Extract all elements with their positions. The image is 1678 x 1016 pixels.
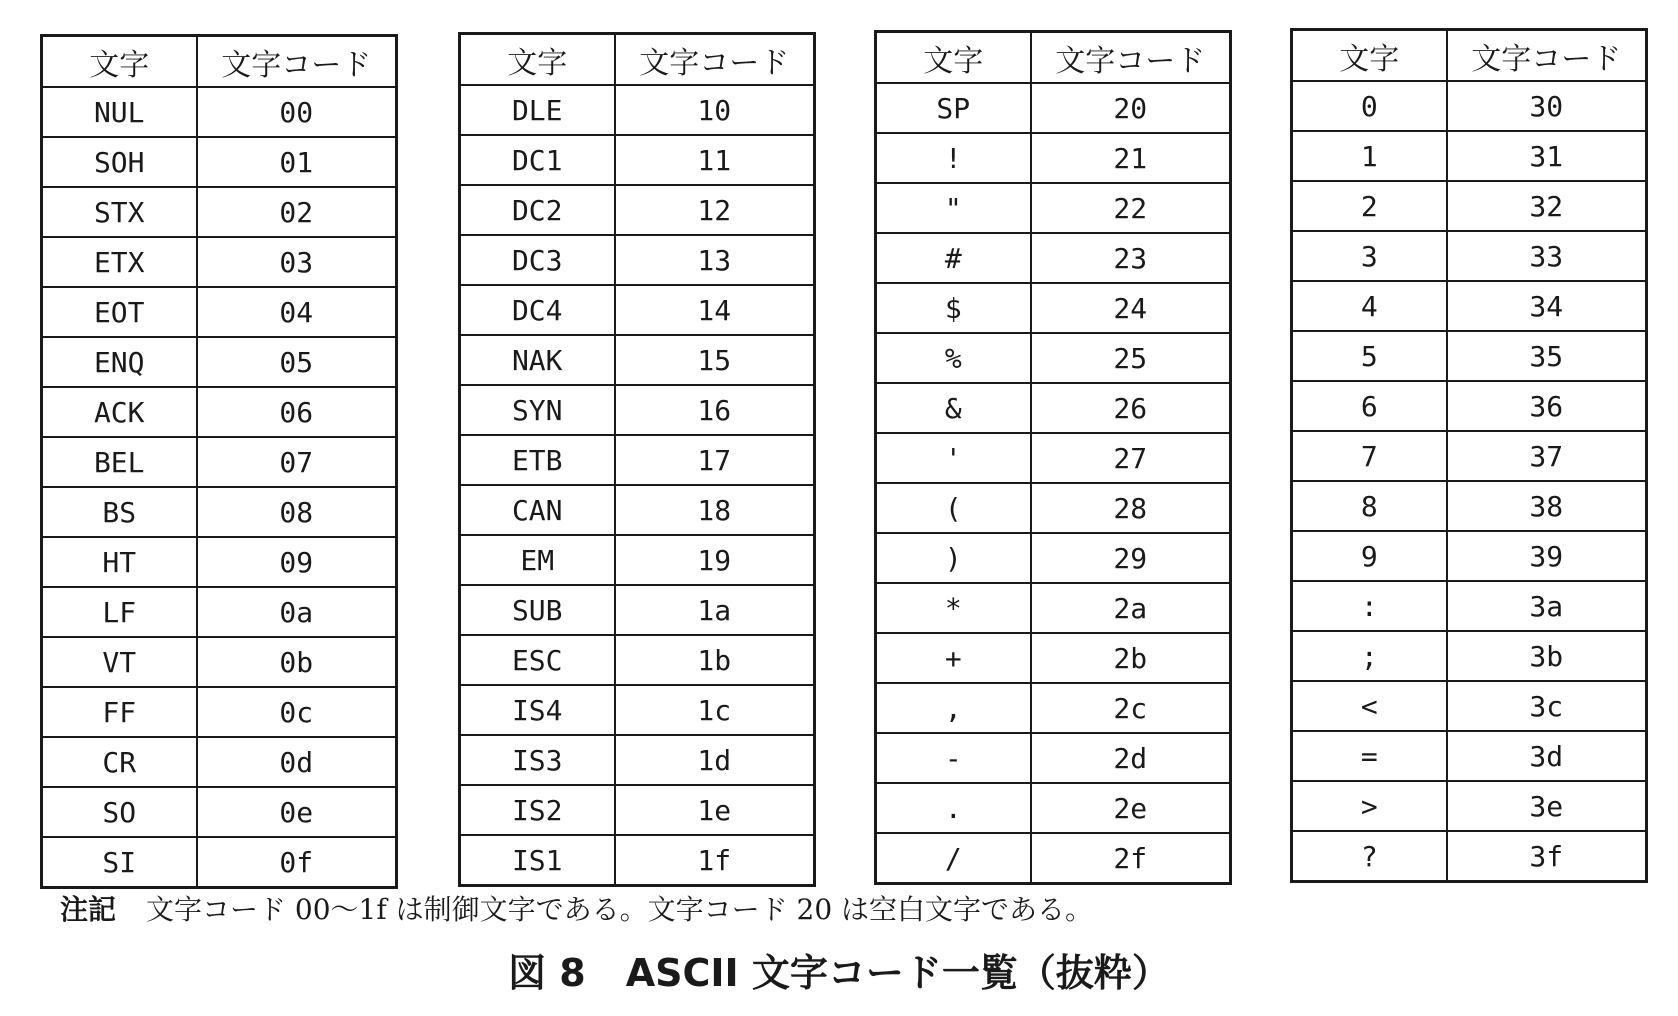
code-cell: 00 — [197, 87, 397, 137]
code-cell: 0c — [197, 687, 397, 737]
char-cell: " — [876, 183, 1031, 233]
code-cell: 2e — [1031, 783, 1231, 833]
table-row — [42, 437, 397, 487]
code-cell: 17 — [615, 435, 815, 485]
char-cell: CAN — [460, 485, 615, 535]
char-cell: > — [1292, 781, 1447, 831]
code-cell: 22 — [1031, 183, 1231, 233]
code-cell: 12 — [615, 185, 815, 235]
code-cell: 3c — [1447, 681, 1647, 731]
table-row — [460, 185, 815, 235]
table-row — [42, 787, 397, 837]
code-cell: 21 — [1031, 133, 1231, 183]
char-cell: . — [876, 783, 1031, 833]
code-cell: 29 — [1031, 533, 1231, 583]
table-row — [876, 133, 1231, 183]
code-column-header: 文字コード — [1447, 30, 1647, 82]
code-cell: 03 — [197, 237, 397, 287]
table-body — [42, 87, 397, 888]
table-row — [460, 785, 815, 835]
table-header-row — [460, 34, 815, 86]
table-row — [1292, 81, 1647, 131]
code-cell: 0a — [197, 587, 397, 637]
code-cell: 16 — [615, 385, 815, 435]
table-row — [1292, 331, 1647, 381]
code-cell: 2f — [1031, 833, 1231, 884]
char-cell: 7 — [1292, 431, 1447, 481]
char-cell: 1 — [1292, 131, 1447, 181]
char-cell: NUL — [42, 87, 197, 137]
char-cell: IS4 — [460, 685, 615, 735]
table-row — [42, 687, 397, 737]
char-cell: 5 — [1292, 331, 1447, 381]
char-cell: HT — [42, 537, 197, 587]
table-row — [42, 537, 397, 587]
code-cell: 2a — [1031, 583, 1231, 633]
char-cell: SOH — [42, 137, 197, 187]
char-cell: - — [876, 733, 1031, 783]
table-row — [42, 237, 397, 287]
char-cell: SYN — [460, 385, 615, 435]
table-row — [876, 233, 1231, 283]
code-cell: 1e — [615, 785, 815, 835]
table-row — [460, 285, 815, 335]
table-row — [460, 485, 815, 535]
table-row — [876, 483, 1231, 533]
char-cell: 8 — [1292, 481, 1447, 531]
code-cell: 1b — [615, 635, 815, 685]
char-cell: DC4 — [460, 285, 615, 335]
char-cell: DC3 — [460, 235, 615, 285]
char-cell: BEL — [42, 437, 197, 487]
table-row — [876, 733, 1231, 783]
char-cell: $ — [876, 283, 1031, 333]
char-cell: : — [1292, 581, 1447, 631]
code-cell: 31 — [1447, 131, 1647, 181]
char-cell: 0 — [1292, 81, 1447, 131]
char-cell: ETX — [42, 237, 197, 287]
char-cell: 3 — [1292, 231, 1447, 281]
table-row — [460, 235, 815, 285]
table-row — [460, 335, 815, 385]
ascii-table-2 — [458, 32, 816, 887]
table-row — [1292, 281, 1647, 331]
char-cell: NAK — [460, 335, 615, 385]
table-row — [460, 435, 815, 485]
char-cell: = — [1292, 731, 1447, 781]
table-body — [460, 85, 815, 886]
table-row — [460, 135, 815, 185]
char-cell: ETB — [460, 435, 615, 485]
char-cell: 6 — [1292, 381, 1447, 431]
table-row — [876, 333, 1231, 383]
code-cell: 14 — [615, 285, 815, 335]
code-cell: 11 — [615, 135, 815, 185]
char-cell: EM — [460, 535, 615, 585]
code-cell: 32 — [1447, 181, 1647, 231]
char-cell: ENQ — [42, 337, 197, 387]
char-cell: DC2 — [460, 185, 615, 235]
table-row — [42, 487, 397, 537]
code-cell: 05 — [197, 337, 397, 387]
figure-number: 図 8 — [508, 951, 586, 995]
code-cell: 25 — [1031, 333, 1231, 383]
code-cell: 28 — [1031, 483, 1231, 533]
code-column-header: 文字コード — [1031, 32, 1231, 84]
code-cell: 2b — [1031, 633, 1231, 683]
code-cell: 39 — [1447, 531, 1647, 581]
code-cell: 10 — [615, 85, 815, 135]
char-cell: & — [876, 383, 1031, 433]
char-cell: STX — [42, 187, 197, 237]
char-cell: ACK — [42, 387, 197, 437]
code-cell: 0b — [197, 637, 397, 687]
code-cell: 30 — [1447, 81, 1647, 131]
figure-title: ASCII 文字コード一覧（抜粋） — [625, 951, 1170, 995]
code-cell: 0d — [197, 737, 397, 787]
table-row — [876, 583, 1231, 633]
code-cell: 3a — [1447, 581, 1647, 631]
table-row — [876, 183, 1231, 233]
table-body — [876, 83, 1231, 884]
code-cell: 19 — [615, 535, 815, 585]
char-cell: DLE — [460, 85, 615, 135]
footnote-text: 文字コード 00～1f は制御文字である。文字コード 20 は空白文字である。 — [146, 893, 1094, 926]
footnote-label: 注記 — [60, 893, 117, 926]
char-cell: # — [876, 233, 1031, 283]
table-row — [1292, 131, 1647, 181]
code-column-header: 文字コード — [197, 36, 397, 88]
table-row — [42, 337, 397, 387]
table-row — [876, 783, 1231, 833]
code-cell: 0f — [197, 837, 397, 888]
code-cell: 1f — [615, 835, 815, 886]
char-cell: * — [876, 583, 1031, 633]
code-cell: 06 — [197, 387, 397, 437]
code-cell: 34 — [1447, 281, 1647, 331]
code-cell: 02 — [197, 187, 397, 237]
table-row — [1292, 181, 1647, 231]
code-cell: 23 — [1031, 233, 1231, 283]
table-row — [1292, 631, 1647, 681]
table-row — [1292, 831, 1647, 882]
char-cell: + — [876, 633, 1031, 683]
char-cell: % — [876, 333, 1031, 383]
figure-caption — [0, 942, 1678, 997]
char-cell: SO — [42, 787, 197, 837]
table-header-row — [1292, 30, 1647, 82]
table-row — [876, 83, 1231, 133]
code-cell: 09 — [197, 537, 397, 587]
table-row — [42, 587, 397, 637]
code-cell: 13 — [615, 235, 815, 285]
table-header-row — [876, 32, 1231, 84]
code-cell: 18 — [615, 485, 815, 535]
char-column-header: 文字 — [460, 34, 615, 86]
table-row — [1292, 531, 1647, 581]
char-cell: ? — [1292, 831, 1447, 882]
table-row — [1292, 731, 1647, 781]
char-cell: CR — [42, 737, 197, 787]
table-row — [876, 833, 1231, 884]
table-row — [1292, 781, 1647, 831]
footnote — [60, 888, 1093, 928]
table-row — [42, 637, 397, 687]
char-cell: SUB — [460, 585, 615, 635]
char-cell: ! — [876, 133, 1031, 183]
table-row — [1292, 231, 1647, 281]
char-cell: ) — [876, 533, 1031, 583]
char-cell: BS — [42, 487, 197, 537]
code-cell: 20 — [1031, 83, 1231, 133]
code-cell: 3b — [1447, 631, 1647, 681]
code-cell: 33 — [1447, 231, 1647, 281]
code-column-header: 文字コード — [615, 34, 815, 86]
table-row — [460, 635, 815, 685]
ascii-table-3 — [874, 30, 1232, 885]
table-row — [42, 837, 397, 888]
code-cell: 08 — [197, 487, 397, 537]
code-cell: 24 — [1031, 283, 1231, 333]
table-row — [42, 387, 397, 437]
char-cell: ' — [876, 433, 1031, 483]
code-cell: 01 — [197, 137, 397, 187]
char-cell: , — [876, 683, 1031, 733]
code-cell: 3f — [1447, 831, 1647, 882]
code-cell: 3d — [1447, 731, 1647, 781]
char-cell: ESC — [460, 635, 615, 685]
ascii-table-1 — [40, 34, 398, 889]
table-row — [42, 287, 397, 337]
table-row — [460, 735, 815, 785]
char-column-header: 文字 — [42, 36, 197, 88]
code-cell: 2c — [1031, 683, 1231, 733]
table-body — [1292, 81, 1647, 882]
char-cell: ( — [876, 483, 1031, 533]
table-row — [460, 685, 815, 735]
char-cell: 9 — [1292, 531, 1447, 581]
code-cell: 35 — [1447, 331, 1647, 381]
code-cell: 36 — [1447, 381, 1647, 431]
code-cell: 04 — [197, 287, 397, 337]
table-row — [460, 385, 815, 435]
table-row — [876, 283, 1231, 333]
code-cell: 26 — [1031, 383, 1231, 433]
table-row — [42, 187, 397, 237]
char-cell: IS2 — [460, 785, 615, 835]
char-cell: ; — [1292, 631, 1447, 681]
table-row — [460, 85, 815, 135]
char-cell: IS1 — [460, 835, 615, 886]
code-cell: 3e — [1447, 781, 1647, 831]
char-cell: 2 — [1292, 181, 1447, 231]
code-cell: 37 — [1447, 431, 1647, 481]
table-row — [460, 585, 815, 635]
code-cell: 15 — [615, 335, 815, 385]
code-cell: 38 — [1447, 481, 1647, 531]
code-cell: 27 — [1031, 433, 1231, 483]
char-cell: SI — [42, 837, 197, 888]
code-cell: 2d — [1031, 733, 1231, 783]
char-cell: LF — [42, 587, 197, 637]
char-cell: SP — [876, 83, 1031, 133]
table-row — [876, 683, 1231, 733]
table-row — [1292, 431, 1647, 481]
table-row — [876, 383, 1231, 433]
char-column-header: 文字 — [876, 32, 1031, 84]
table-row — [876, 633, 1231, 683]
char-cell: / — [876, 833, 1031, 884]
table-row — [1292, 481, 1647, 531]
char-cell: FF — [42, 687, 197, 737]
table-row — [42, 737, 397, 787]
table-row — [876, 533, 1231, 583]
code-cell: 1c — [615, 685, 815, 735]
char-cell: EOT — [42, 287, 197, 337]
code-cell: 1a — [615, 585, 815, 635]
table-row — [876, 433, 1231, 483]
char-column-header: 文字 — [1292, 30, 1447, 82]
char-cell: < — [1292, 681, 1447, 731]
char-cell: VT — [42, 637, 197, 687]
table-row — [42, 137, 397, 187]
table-row — [460, 535, 815, 585]
ascii-table-4 — [1290, 28, 1648, 883]
code-cell: 07 — [197, 437, 397, 487]
table-row — [1292, 681, 1647, 731]
table-header-row — [42, 36, 397, 88]
table-row — [460, 835, 815, 886]
code-cell: 0e — [197, 787, 397, 837]
char-cell: 4 — [1292, 281, 1447, 331]
char-cell: DC1 — [460, 135, 615, 185]
table-row — [42, 87, 397, 137]
code-cell: 1d — [615, 735, 815, 785]
table-row — [1292, 581, 1647, 631]
char-cell: IS3 — [460, 735, 615, 785]
table-row — [1292, 381, 1647, 431]
